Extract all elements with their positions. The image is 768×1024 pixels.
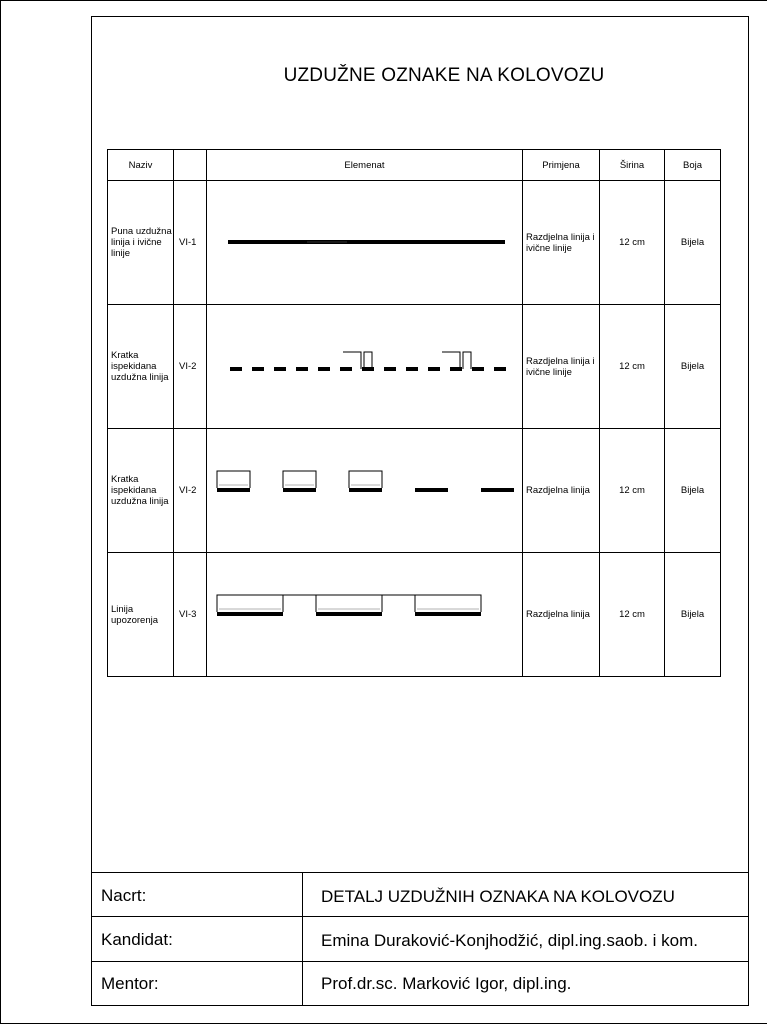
row-name: Kratka ispekidana uzdužna linija (108, 305, 174, 429)
table-row (108, 305, 721, 429)
title-block-divider (302, 872, 303, 1006)
table-header-row (108, 150, 721, 181)
row-width: 12 cm (600, 181, 665, 305)
row-code: VI-3 (174, 553, 207, 677)
row-width: 12 cm (600, 553, 665, 677)
short-dashed-line-drawing (207, 305, 523, 429)
row-color: Bijela (665, 553, 721, 677)
title-block-drawing-row (91, 872, 749, 917)
header-element: Elemenat (207, 150, 523, 181)
row-name: Kratka ispekidana uzdužna linija (108, 429, 174, 553)
drawing-value: DETALJ UZDUŽNIH OZNAKA NA KOLOVOZU (321, 887, 675, 906)
row-use: Razdjelna linija i ivične linije (523, 305, 600, 429)
candidate-label: Kandidat: (101, 930, 173, 949)
table-row (108, 181, 721, 305)
row-color: Bijela (665, 429, 721, 553)
table-row (108, 429, 721, 553)
row-code: VI-2 (174, 429, 207, 553)
title-block-candidate-row (91, 916, 749, 961)
row-code: VI-2 (174, 305, 207, 429)
header-code (174, 150, 207, 181)
row-width: 12 cm (600, 429, 665, 553)
solid-line-drawing (207, 181, 523, 305)
row-name: Puna uzdužna linija i ivične linije (108, 181, 174, 305)
drawing-label: Nacrt: (101, 886, 147, 905)
row-name: Linija upozorenja (108, 553, 174, 677)
row-color: Bijela (665, 305, 721, 429)
row-width: 12 cm (600, 305, 665, 429)
header-use: Primjena (523, 150, 600, 181)
header-name: Naziv (108, 150, 174, 181)
title-block-mentor-row (91, 961, 749, 1006)
warning-line-drawing (207, 553, 523, 677)
row-color: Bijela (665, 181, 721, 305)
row-use: Razdjelna linija (523, 429, 600, 553)
header-color: Boja (665, 150, 721, 181)
mentor-label: Mentor: (101, 974, 159, 993)
candidate-value: Emina Duraković-Konjhodžić, dipl.ing.saob. i kom. (321, 931, 699, 950)
row-use: Razdjelna linija i ivične linije (523, 181, 600, 305)
row-code: VI-1 (174, 181, 207, 305)
row-use: Razdjelna linija (523, 553, 600, 677)
page-title: UZDUŽNE OZNAKE NA KOLOVOZU (283, 65, 605, 86)
mentor-value: Prof.dr.sc. Marković Igor, dipl.ing. (321, 974, 572, 993)
table-row (108, 553, 721, 677)
road-markings-table (107, 149, 721, 677)
header-width: Širina (600, 150, 665, 181)
dimensioned-dashed-line-drawing (207, 429, 523, 553)
